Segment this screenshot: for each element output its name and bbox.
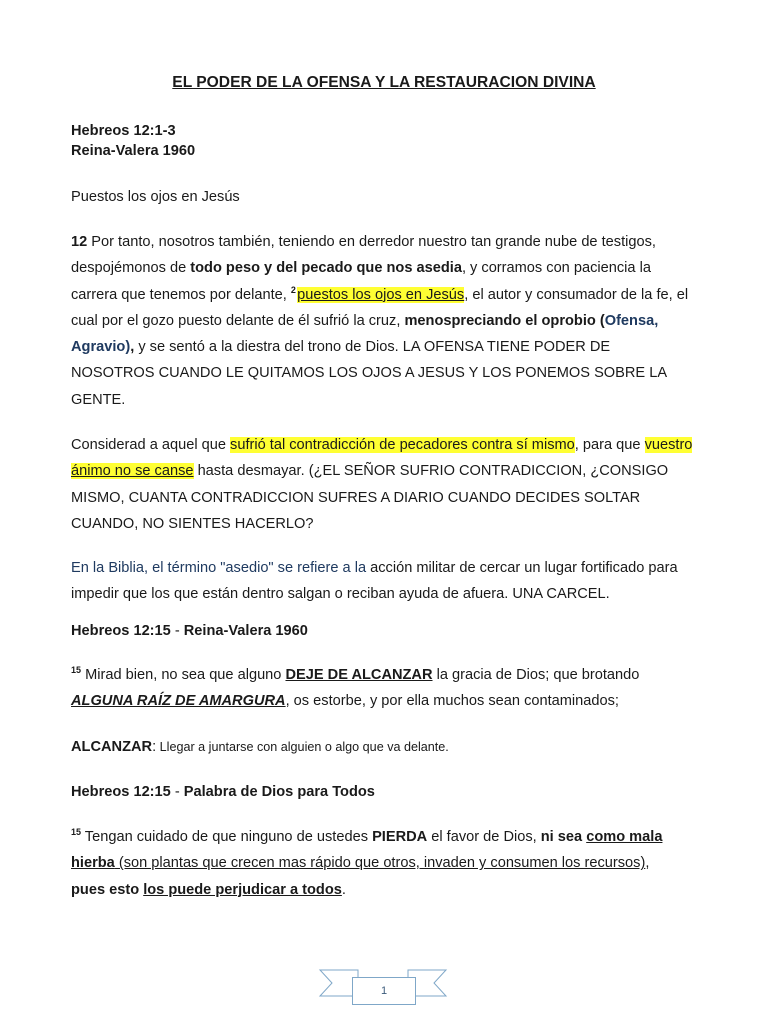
paragraph-hebreos-12-15-rv bbox=[71, 662, 697, 715]
bold-phrase: menospreciando el oprobio ( bbox=[404, 312, 605, 329]
verse-superscript: 2 bbox=[290, 284, 296, 295]
definition-alcanzar bbox=[71, 734, 697, 760]
scripture-reference bbox=[71, 118, 697, 165]
section-subtitle: Puestos los ojos en Jesús bbox=[71, 189, 240, 205]
bold-phrase: todo peso y del pecado que nos asedia bbox=[190, 260, 462, 277]
definition-text: Llegar a juntarse con alguien o algo que va delante. bbox=[156, 740, 449, 754]
highlighted-phrase: sufrió tal contradicción de pecadores contra sí mismo bbox=[230, 437, 575, 453]
text-span: Por tanto, nosotros también, teniendo en derredor nuestro tan grande nube de testigos, despojémonos de bbox=[71, 234, 656, 277]
page-number-banner bbox=[318, 966, 448, 1006]
paragraph-asedio bbox=[71, 555, 697, 608]
verse-superscript: 15 bbox=[71, 665, 82, 676]
bold-underlined-phrase: los puede perjudicar a todos bbox=[143, 881, 342, 898]
reference-version: Palabra de Dios para Todos bbox=[183, 784, 375, 800]
text-span: el favor de Dios, bbox=[427, 829, 541, 845]
bold-underlined-phrase: DEJE DE ALCANZAR bbox=[285, 667, 433, 683]
bold-italic-underlined-phrase: ALGUNA RAÍZ DE AMARGURA bbox=[71, 693, 286, 710]
paragraph-hebreos-12-15-pdt bbox=[71, 824, 697, 903]
definition-colon: : bbox=[152, 739, 157, 755]
text-span: , el autor y consumador de la fe, el cual por el gozo puesto delante de él sufrió la cruz, bbox=[71, 286, 689, 329]
reference-separator: - bbox=[170, 784, 184, 800]
text-span: y se sentó a la diestra del trono de Dios. LA OFENSA TIENE PODER DE NOSOTROS CUANDO LE QUITAMOS LOS OJOS A JESUS Y LOS PONEMOS SOBRE LA GENTE. bbox=[71, 339, 667, 408]
text-span: hasta desmayar. (¿EL SEÑOR SUFRIO CONTRADICCION, ¿CONSIGO MISMO, CUANTA CONTRADICCION SUFRES A DIARIO CUANDO DECIDES SOLTAR CUANDO, NO SIENTES HACERLO? bbox=[71, 463, 669, 532]
text-span: , os estorbe, y por ella muchos sean contaminados; bbox=[285, 693, 619, 710]
bold-phrase: PIERDA bbox=[372, 829, 428, 845]
verse-number: 12 bbox=[71, 234, 88, 250]
bold-phrase: ni sea bbox=[540, 829, 587, 845]
text-span: Mirad bien, no sea que alguno bbox=[81, 667, 286, 683]
reference-book: Hebreos 12:15 bbox=[71, 623, 171, 639]
reference-book: Hebreos 12:15 bbox=[71, 784, 171, 800]
text-span: , bbox=[645, 855, 650, 872]
verse-superscript: 15 bbox=[71, 827, 82, 838]
reference-separator: - bbox=[170, 623, 184, 639]
bold-underlined-phrase: como mala hierba bbox=[71, 829, 663, 872]
scripture-reference bbox=[71, 779, 697, 805]
bold-phrase: , bbox=[130, 339, 135, 356]
text-span: acción militar de cercar un lugar fortificado para impedir que los que están dentro salgan o reciban ayuda de afuera. UNA CARCEL. bbox=[71, 560, 678, 603]
page-number: 1 bbox=[352, 977, 416, 1005]
definition-term: ALCANZAR bbox=[71, 739, 153, 755]
blue-bold-phrase: Ofensa, Agravio) bbox=[71, 312, 659, 356]
bold-phrase: pues esto bbox=[71, 881, 144, 898]
reference-version: Reina-Valera 1960 bbox=[183, 623, 308, 639]
text-span: Tengan cuidado de que ninguno de ustedes bbox=[81, 829, 373, 845]
underlined-phrase: (son plantas que crecen mas rápido que otros, invaden y consumen los recursos) bbox=[114, 855, 646, 872]
highlighted-phrase: puestos los ojos en Jesús bbox=[297, 286, 465, 303]
text-span: Considerad a aquel que bbox=[71, 437, 231, 453]
paragraph-hebreos-12-1 bbox=[71, 229, 697, 413]
highlighted-phrase: ánimo no se canse bbox=[71, 463, 194, 480]
reference-book: Hebreos 12:1-3 bbox=[71, 123, 176, 139]
paragraph-considerad bbox=[71, 432, 697, 537]
text-span: la gracia de Dios; que brotando bbox=[432, 667, 640, 683]
reference-version: Reina-Valera 1960 bbox=[71, 143, 196, 160]
text-span: , para que bbox=[574, 437, 645, 453]
highlighted-phrase: vuestro bbox=[644, 437, 693, 453]
text-span: . bbox=[341, 881, 346, 898]
blue-text: En la Biblia, el término "asedio" se refiere a la bbox=[71, 560, 367, 576]
text-span: , y corramos con paciencia la carrera que tenemos por delante, bbox=[71, 260, 651, 303]
scripture-reference bbox=[71, 618, 697, 644]
document-title: EL PODER DE LA OFENSA Y LA RESTAURACION DIVINA bbox=[172, 74, 596, 91]
